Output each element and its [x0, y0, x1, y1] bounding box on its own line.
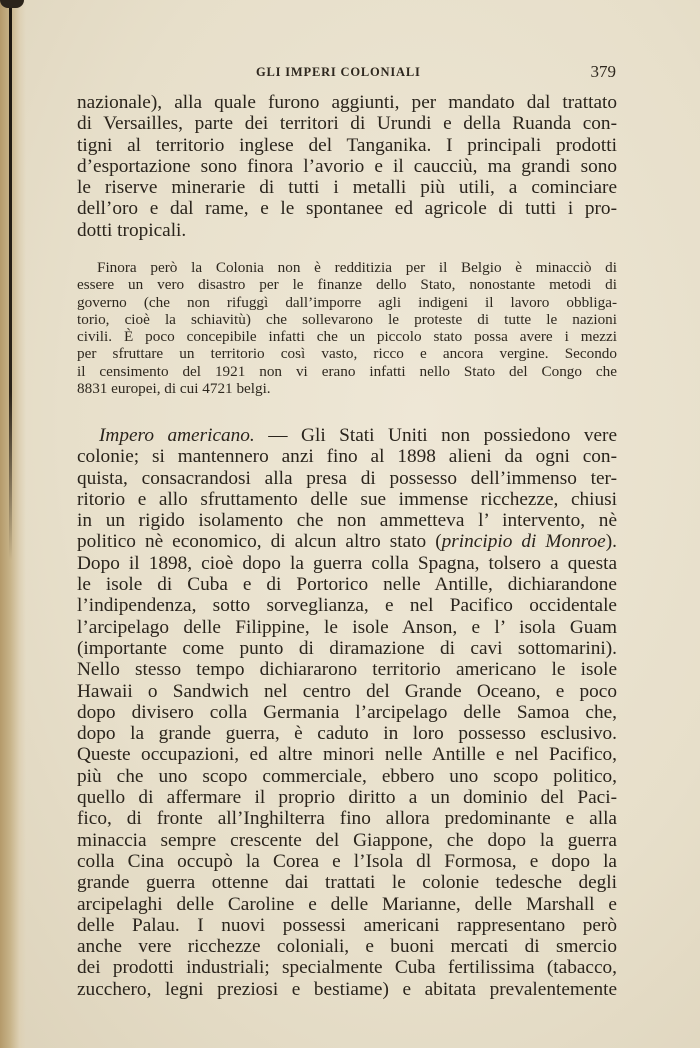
note-line: il censimento del 1921 non vi erano infatti nello Stato del Congo che — [77, 362, 617, 380]
text-line: dotti tropicali. — [77, 219, 187, 241]
note-line: essere un vero disastro per le finanze dello Stato, nonostante metodi di — [77, 276, 617, 294]
text-line: ritorio e allo sfruttamento delle sue immense ricchezze, chiusi — [77, 488, 617, 510]
note-line: per sfruttare un territorio così vasto, ricco e ancora vergine. Secondo — [77, 345, 617, 363]
text-line: Dopo il 1898, cioè dopo la guerra colla Spagna, tolsero a questa — [77, 552, 617, 574]
text-line: (importante come punto di diramazione di cavi sottomarini). — [77, 637, 617, 659]
text-line-with-heading — [77, 425, 617, 446]
text-line: anche vere ricchezze coloniali, e buoni mercati di smercio — [77, 936, 617, 958]
text-line: Queste occupazioni, ed altre minori nelle Antille e nel Pacifico, — [77, 744, 617, 766]
text-line: d’esportazione sono finora l’avorio e il caucciù, ma grandi sono — [77, 155, 617, 177]
text-line: in un rigido isolamento che non ammetteva l’ intervento, nè — [77, 510, 617, 532]
note-line: torio, cioè la schiavitù) che sollevarono le proteste di tutte le nazioni — [77, 310, 617, 328]
text-line: grande guerra ottenne dai trattati le colonie tedesche degli — [77, 872, 617, 894]
text-line: nazionale), alla quale furono aggiunti, per mandato dal trattato — [77, 92, 617, 113]
text-line: quello di affermare il proprio diritto a un dominio del Paci- — [77, 787, 617, 809]
text-line: colonie; si mantennero anzi fino al 1898 alieni da ogni con- — [77, 446, 617, 468]
text-line: Hawaii o Sandwich nel centro del Grande Oceano, e poco — [77, 680, 617, 702]
text-line: le isole di Cuba e di Portorico nelle Antille, dichiarandone — [77, 574, 617, 596]
italic-term: principio di Monroe — [441, 531, 606, 553]
text-line: di Versailles, parte dei territori di Urundi e della Ruanda con- — [77, 113, 617, 135]
text-line: dell’oro e dal rame, e le spontanee ed agricole di tutti i pro- — [77, 198, 617, 220]
text-line: colla Cina occupò la Corea e l’Isola dl Formosa, e dopo la — [77, 850, 617, 872]
text-line: arcipelaghi delle Caroline e delle Marianne, delle Marshall e — [77, 893, 617, 915]
text-line: l’arcipelago delle Filippine, le isole Anson, e l’ isola Guam — [77, 616, 617, 638]
spine-edge — [9, 0, 12, 560]
text-line: tigni al territorio inglese del Tanganika. I principali prodotti — [77, 134, 617, 156]
paragraph-congo-continued — [77, 92, 617, 241]
text-line: l’indipendenza, sotto sorveglianza, e nel Pacifico occidentale — [77, 595, 617, 617]
section-heading: Impero americano. — [99, 425, 255, 446]
text-line: dopo divisero colla Germania l’arcipelago delle Samoa che, — [77, 701, 617, 723]
text-line: le riserve minerarie di tutti i metalli più utili, a cominciare — [77, 177, 617, 199]
page-header — [76, 62, 616, 86]
note-line: 8831 europei, di cui 4721 belgi. — [77, 380, 271, 398]
text-line: zucchero, legni preziosi e bestiame) e abitata prevalentemente — [77, 978, 617, 1000]
text-line: Nello stesso tempo dichiararono territorio americano le isole — [77, 659, 617, 681]
page-number: 379 — [590, 62, 616, 81]
text-run: — Gli Stati Uniti non possiedono vere — [254, 425, 618, 446]
spine-shadow — [0, 0, 26, 1048]
note-line: civili. È poco concepibile infatti che un piccolo stato possa avere i mezzi — [77, 328, 617, 346]
text-line: fico, di fronte all’Inghilterra fino allora predominante e alla — [77, 808, 617, 830]
text-line: dei prodotti industriali; specialmente Cuba fertilissima (tabacco, — [77, 957, 617, 979]
note-line: Finora però la Colonia non è redditizia per il Belgio è minacciò di — [97, 259, 617, 276]
text-line: minaccia sempre crescente del Giappone, che dopo la guerra — [77, 829, 617, 851]
running-title: GLI IMPERI COLONIALI — [256, 65, 421, 79]
text-line-with-italic — [77, 531, 617, 552]
text-line: delle Palau. I nuovi possessi americani rappresentano però — [77, 914, 617, 936]
note-line: governo (che non rifuggì dall’imporre agli indigeni il lavoro obbliga- — [77, 293, 617, 311]
text-run: politico nè economico, di alcun altro stato ( — [77, 531, 442, 553]
text-line: quista, consacrandosi alla presa di possesso dell’immenso ter- — [77, 467, 617, 489]
small-print-note — [77, 259, 617, 397]
text-run: ). — [605, 531, 617, 553]
text-line: dopo la grande guerra, è caduto in loro possesso esclusivo. — [77, 723, 617, 745]
text-line: più che uno scopo commerciale, ebbero uno scopo politico, — [77, 765, 617, 787]
paragraph-impero-americano — [77, 425, 617, 1000]
